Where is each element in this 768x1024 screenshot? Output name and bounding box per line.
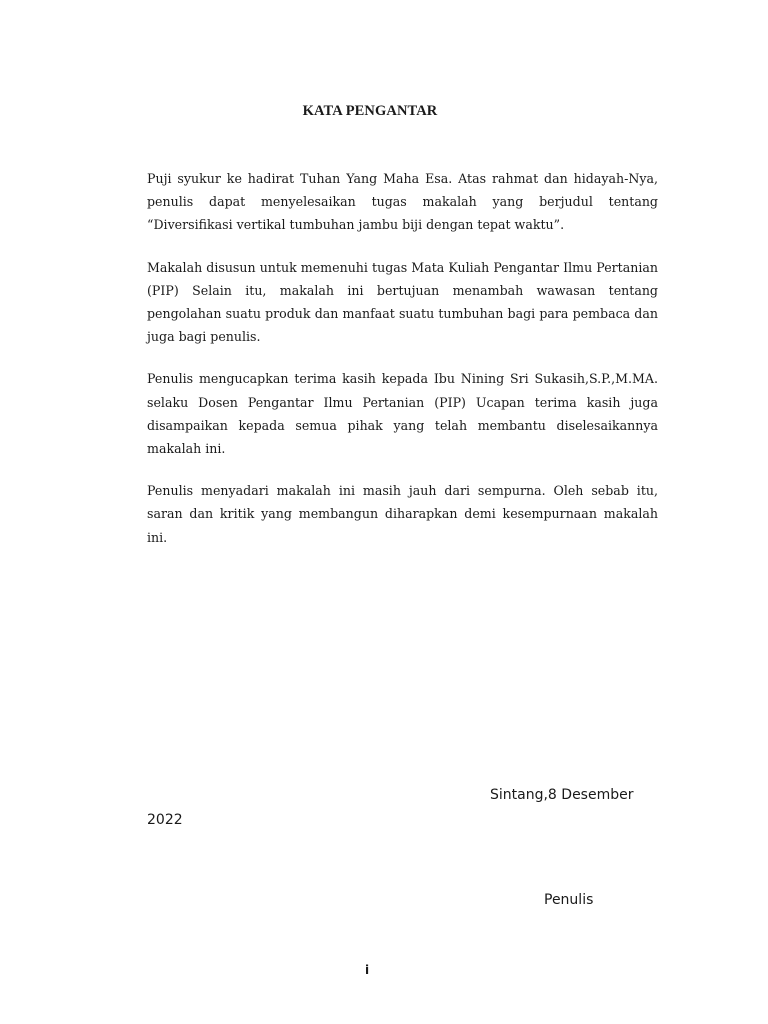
signature-place-date: Sintang,8 Desember [490,787,634,803]
page-number: i [364,963,370,977]
paragraph-1: Puji syukur ke hadirat Tuhan Yang Maha Esa. Atas rahmat dan hidayah-Nya, penulis dapat menyelesaikan tugas makalah yang berjudul tentang “Diversifikasi vertikal tumbuhan jambu biji dengan tepat waktu”. [147,171,658,233]
signature-author: Penulis [544,892,594,908]
paragraph-4: Penulis menyadari makalah ini masih jauh dari sempurna. Oleh sebab itu, saran dan kritik yang membangun diharapkan demi kesempurnaan makalah ini. [147,483,658,545]
document-body [147,167,658,568]
paragraph-3: Penulis mengucapkan terima kasih kepada Ibu Nining Sri Sukasih,S.P.,M.MA. selaku Dosen Pengantar Ilmu Pertanian (PIP) Ucapan terima kasih juga disampaikan kepada semua pihak yang telah membantu diselesaikannya makalah ini. [147,371,658,457]
page-title: KATA PENGANTAR [302,103,438,119]
signature-year: 2022 [147,812,183,828]
paragraph-2: Makalah disusun untuk memenuhi tugas Mata Kuliah Pengantar Ilmu Pertanian (PIP) Selain itu, makalah ini bertujuan menambah wawasan tentang pengolahan suatu produk dan manfaat suatu tumbuhan bagi para pembaca dan juga bagi penulis. [147,259,658,345]
